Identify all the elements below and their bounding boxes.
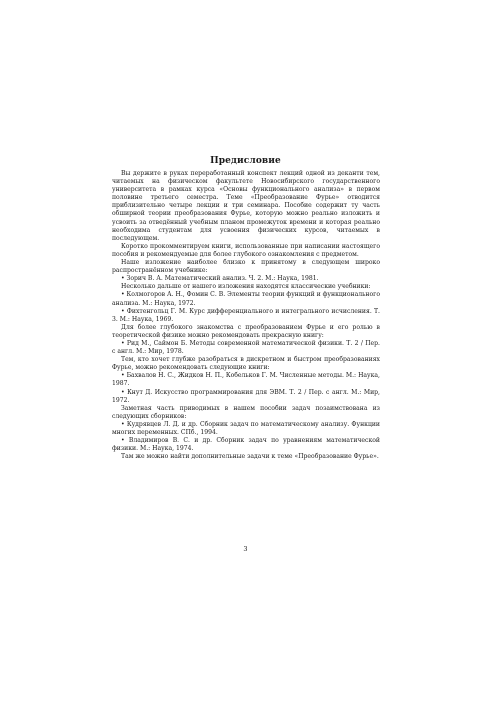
reference-fichtenholz: • Фихтенгольц Г. М. Курс дифференциального и интегрального исчисления. Т. 3. М.: Наука, 1969. <box>112 307 380 323</box>
paragraph-additional-problems: Там же можно найти дополнительные задачи к теме «Преобразование Фурье». <box>121 453 379 461</box>
reference-vladimirov: • Владимиров В. С. и др. Сборник задач по уравнениям математической физики. М.: Наука, 1974. <box>112 437 380 453</box>
paragraph-discrete-fft: Тем, кто хочет глубже разобраться в дискретном и быстром преобразованиях Фурье, можно рекомендовать следующие книги: <box>112 356 380 372</box>
reference-bakhvalov: • Бахвалов Н. С., Жидков Н. П., Кобельков Г. М. Численные методы. М.: Наука, 1987. <box>112 372 380 388</box>
reference-kudryavtsev: • Кудрявцев Л. Д. и др. Сборник задач по математическому анализу. Функции многих переменных. СПб., 1994. <box>112 420 380 436</box>
reference-knuth: • Кнут Д. Искусство программирования для ЭВМ. Т. 2 / Пер. с англ. М.: Мир, 1972. <box>112 388 380 404</box>
reference-kolmogorov-fomin: • Колмогоров А. Н., Фомин С. В. Элементы теории функций и функционального анализа. М.: Наука, 1972. <box>112 291 380 307</box>
reference-reed-simon: • Рид М., Саймон Б. Методы современной математической физики. Т. 2 / Пер. с англ. М.: Мир, 1978. <box>112 339 380 356</box>
reference-zorich: • Зорич В. А. Математический анализ. Ч. 2. М.: Наука, 1981. <box>121 275 319 283</box>
preface-body <box>112 170 380 461</box>
paragraph-books-comment: Коротко прокомментируем книги, использованные при написании настоящего пособия и рекомендуемые для более глубокого ознакомления с предметом. <box>112 242 380 258</box>
page-title: Предисловие <box>210 156 281 166</box>
page-number: 3 <box>243 545 248 553</box>
paragraph-deeper-study: Для более глубокого знакомства с преобразованием Фурье и его ролью в теоретической физике можно рекомендовать прекрасную книгу: <box>112 323 380 339</box>
paragraph-classic-textbooks: Несколько дальше от нашего изложения находятся классические учебники: <box>121 283 371 291</box>
paragraph-problem-sources: Заметная часть приводимых в нашем пособии задач позаимствована из следующих сборников: <box>112 404 380 420</box>
paragraph-intro: Вы держите в руках переработанный конспект лекций одной из деканти тем, читаемых на физическом факультете Новосибирского государственного университета в рамках курса «Основы функционального анализа» в первом половине третьего семестра. Теме «Преобразование Фурье» отводится приблизительно четыре лекции и три семинара. Пособие содержит ту часть обширной теории преобразования Фурье, которую можно реально изложить и усвоить за отведённый учебным планом промежуток времени и которая реально необходима студентам для усвоения физических курсов, читаемых в последующем. <box>112 170 380 242</box>
paragraph-closest-textbook: Наше изложение наиболее близко к принятому в следующем широко распространённом учебнике: <box>112 259 380 275</box>
